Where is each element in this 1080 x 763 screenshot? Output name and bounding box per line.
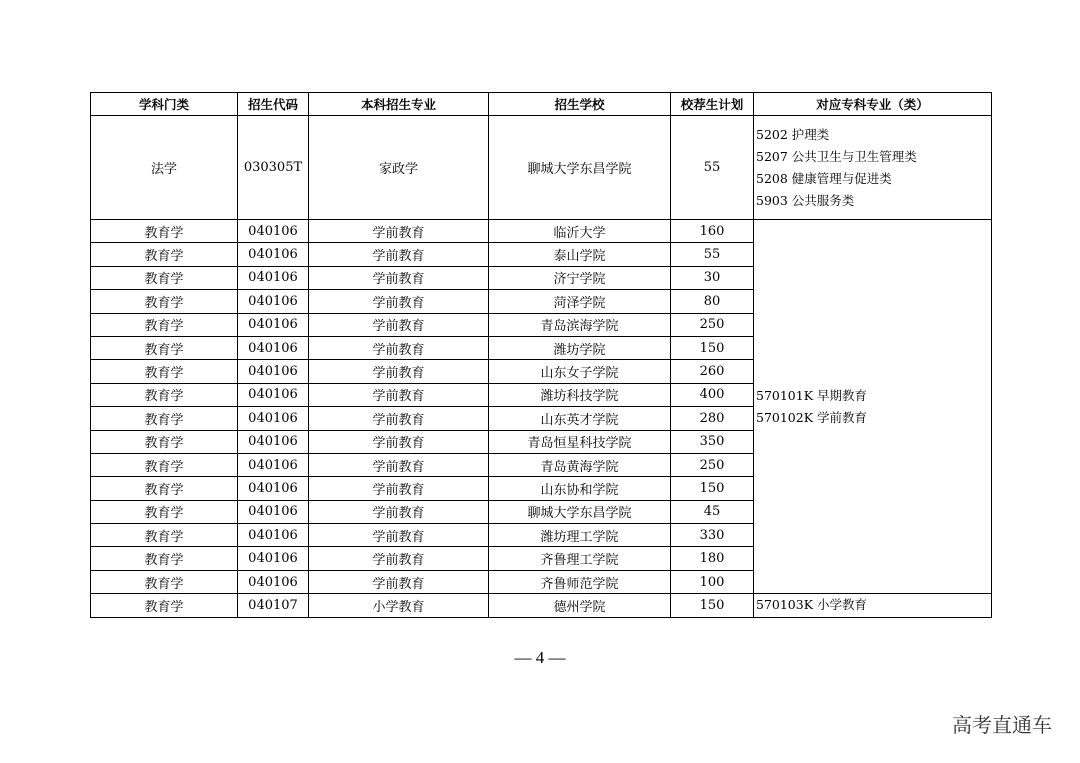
cell-code: 040106 <box>238 243 309 266</box>
preschool-education-group <box>91 220 992 594</box>
header-school: 招生学校 <box>489 93 671 116</box>
cell-code: 040106 <box>238 477 309 500</box>
corresponding-item: 570101K 早期教育 <box>756 387 868 403</box>
cell-code: 040106 <box>238 430 309 453</box>
cell-corresponding: 570103K 小学教育 <box>754 594 992 617</box>
header-major: 本科招生专业 <box>309 93 489 116</box>
cell-category: 教育学 <box>91 266 238 289</box>
cell-plan: 150 <box>671 336 754 359</box>
cell-code: 040106 <box>238 313 309 336</box>
cell-corresponding <box>754 220 992 594</box>
cell-category: 教育学 <box>91 243 238 266</box>
cell-school: 青岛黄海学院 <box>489 453 671 476</box>
cell-code: 040106 <box>238 290 309 313</box>
cell-code: 040106 <box>238 266 309 289</box>
cell-major: 小学教育 <box>309 594 489 617</box>
header-category: 学科门类 <box>91 93 238 116</box>
cell-major: 学前教育 <box>309 407 489 430</box>
cell-major: 学前教育 <box>309 313 489 336</box>
enrollment-table <box>90 92 992 618</box>
cell-school: 青岛滨海学院 <box>489 313 671 336</box>
cell-school: 聊城大学东昌学院 <box>489 116 671 220</box>
cell-major: 家政学 <box>309 116 489 220</box>
cell-plan: 150 <box>671 477 754 500</box>
cell-plan: 55 <box>671 116 754 220</box>
cell-category: 教育学 <box>91 407 238 430</box>
header-corresponding: 对应专科专业（类） <box>754 93 992 116</box>
cell-school: 齐鲁师范学院 <box>489 570 671 593</box>
cell-plan: 250 <box>671 453 754 476</box>
cell-school: 济宁学院 <box>489 266 671 289</box>
cell-category: 教育学 <box>91 570 238 593</box>
page-number: — 4 — <box>514 648 566 667</box>
cell-corresponding <box>754 116 992 220</box>
cell-major: 学前教育 <box>309 524 489 547</box>
header-row <box>91 93 992 116</box>
cell-major: 学前教育 <box>309 336 489 359</box>
table-row <box>91 220 992 243</box>
cell-category: 教育学 <box>91 220 238 243</box>
cell-plan: 150 <box>671 594 754 617</box>
cell-school: 聊城大学东昌学院 <box>489 500 671 523</box>
cell-code: 040106 <box>238 453 309 476</box>
cell-school: 菏泽学院 <box>489 290 671 313</box>
cell-plan: 80 <box>671 290 754 313</box>
cell-plan: 55 <box>671 243 754 266</box>
cell-category: 教育学 <box>91 453 238 476</box>
cell-code: 040106 <box>238 360 309 383</box>
corresponding-item: 5202 护理类 <box>756 126 830 142</box>
cell-category: 教育学 <box>91 500 238 523</box>
cell-school: 齐鲁理工学院 <box>489 547 671 570</box>
cell-plan: 280 <box>671 407 754 430</box>
cell-school: 潍坊理工学院 <box>489 524 671 547</box>
cell-plan: 180 <box>671 547 754 570</box>
cell-code: 040106 <box>238 500 309 523</box>
cell-plan: 30 <box>671 266 754 289</box>
cell-plan: 160 <box>671 220 754 243</box>
cell-plan: 350 <box>671 430 754 453</box>
cell-major: 学前教育 <box>309 220 489 243</box>
cell-plan: 330 <box>671 524 754 547</box>
cell-school: 青岛恒星科技学院 <box>489 430 671 453</box>
cell-major: 学前教育 <box>309 453 489 476</box>
cell-major: 学前教育 <box>309 243 489 266</box>
cell-major: 学前教育 <box>309 360 489 383</box>
cell-code: 040106 <box>238 383 309 406</box>
corresponding-item: 5903 公共服务类 <box>756 192 855 208</box>
cell-school: 山东女子学院 <box>489 360 671 383</box>
cell-school: 山东英才学院 <box>489 407 671 430</box>
corresponding-item: 570102K 学前教育 <box>756 409 868 425</box>
cell-category: 教育学 <box>91 524 238 547</box>
cell-category: 教育学 <box>91 336 238 359</box>
cell-major: 学前教育 <box>309 547 489 570</box>
cell-school: 山东协和学院 <box>489 477 671 500</box>
cell-plan: 400 <box>671 383 754 406</box>
cell-plan: 260 <box>671 360 754 383</box>
cell-major: 学前教育 <box>309 430 489 453</box>
cell-plan: 250 <box>671 313 754 336</box>
cell-category: 教育学 <box>91 383 238 406</box>
table-row <box>91 116 992 220</box>
cell-category: 教育学 <box>91 477 238 500</box>
cell-category: 教育学 <box>91 547 238 570</box>
cell-code: 040106 <box>238 220 309 243</box>
cell-school: 德州学院 <box>489 594 671 617</box>
cell-code: 040107 <box>238 594 309 617</box>
cell-major: 学前教育 <box>309 266 489 289</box>
cell-category: 教育学 <box>91 360 238 383</box>
header-plan: 校荐生计划 <box>671 93 754 116</box>
cell-school: 临沂大学 <box>489 220 671 243</box>
cell-major: 学前教育 <box>309 500 489 523</box>
cell-major: 学前教育 <box>309 477 489 500</box>
cell-school: 泰山学院 <box>489 243 671 266</box>
cell-code: 040106 <box>238 336 309 359</box>
cell-plan: 100 <box>671 570 754 593</box>
cell-category: 教育学 <box>91 594 238 617</box>
cell-category: 教育学 <box>91 430 238 453</box>
cell-code: 040106 <box>238 407 309 430</box>
cell-code: 040106 <box>238 547 309 570</box>
cell-code: 040106 <box>238 524 309 547</box>
cell-major: 学前教育 <box>309 383 489 406</box>
cell-category: 教育学 <box>91 313 238 336</box>
corresponding-item: 5207 公共卫生与卫生管理类 <box>756 148 917 164</box>
header-code: 招生代码 <box>238 93 309 116</box>
cell-category: 教育学 <box>91 290 238 313</box>
cell-school: 潍坊科技学院 <box>489 383 671 406</box>
cell-plan: 45 <box>671 500 754 523</box>
watermark: 高考直通车 <box>952 713 1052 737</box>
table-row <box>91 594 992 617</box>
corresponding-item: 5208 健康管理与促进类 <box>756 170 892 186</box>
cell-code: 030305T <box>238 116 309 220</box>
cell-major: 学前教育 <box>309 570 489 593</box>
cell-category: 法学 <box>91 116 238 220</box>
cell-code: 040106 <box>238 570 309 593</box>
cell-school: 潍坊学院 <box>489 336 671 359</box>
cell-major: 学前教育 <box>309 290 489 313</box>
